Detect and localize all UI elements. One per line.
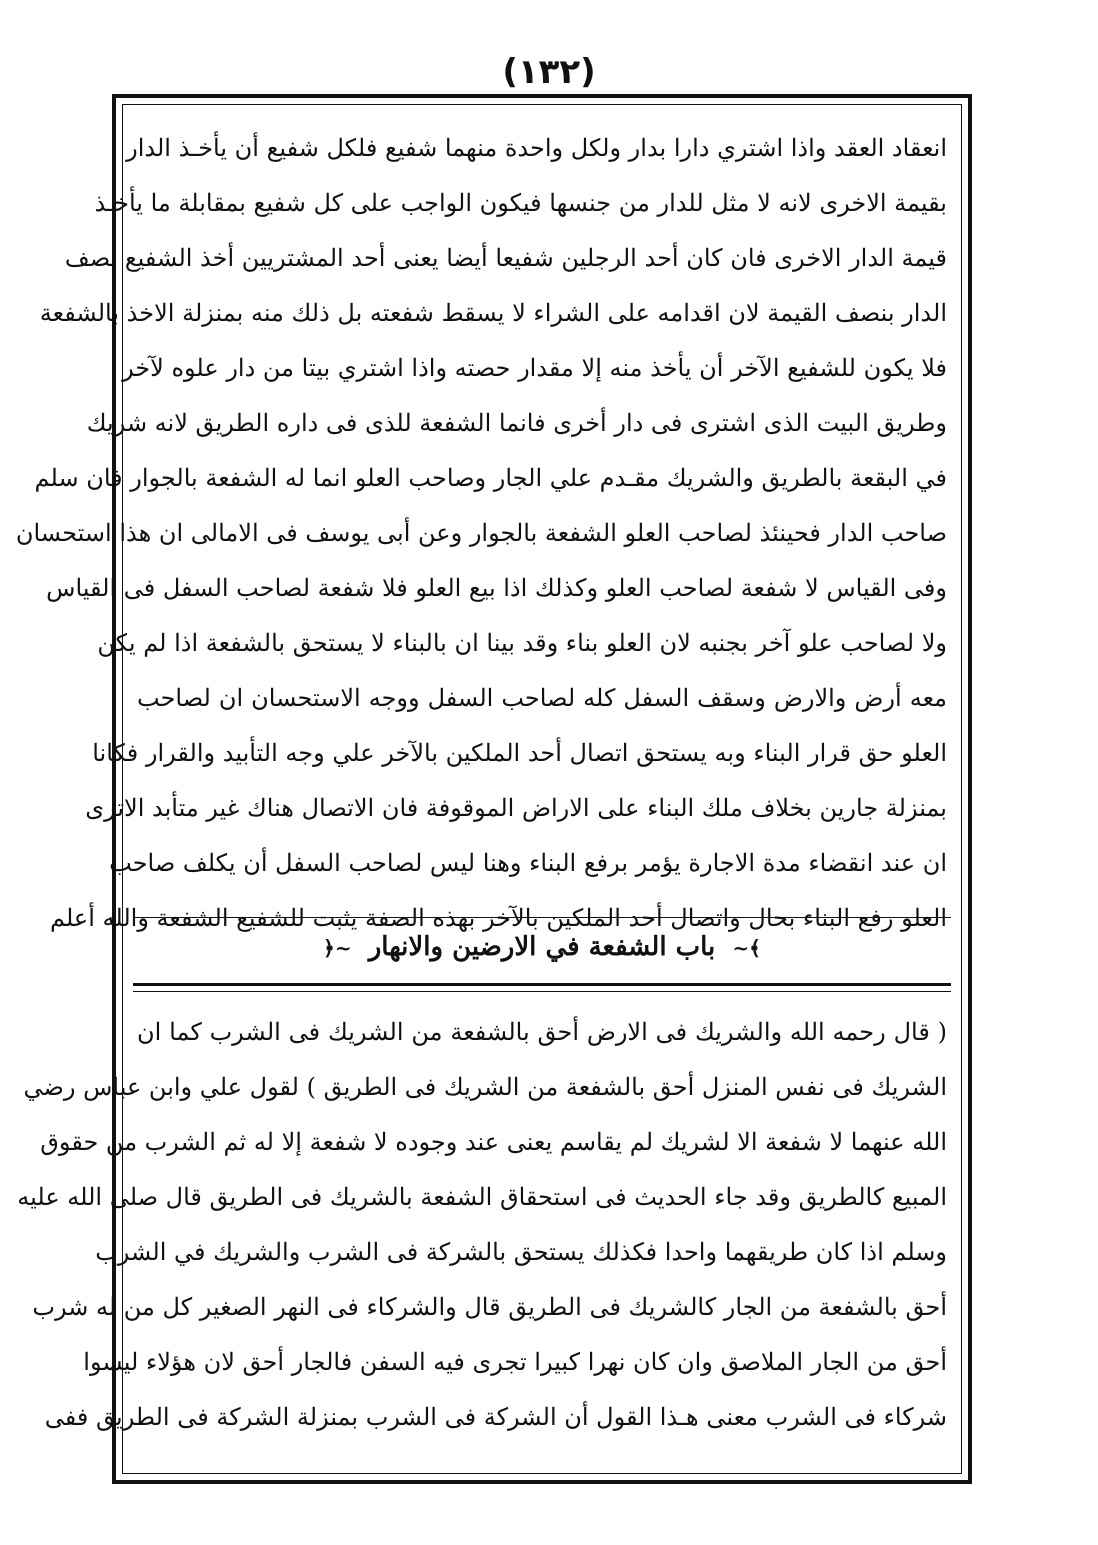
ornament-left: ~﴿ [323, 936, 352, 960]
text-line: ولا لصاحب علو آخر بجنبه لان العلو بناء وقد بينا ان بالبناء لا يستحق بالشفعة اذا لم يكن [97, 629, 947, 657]
text-line: ( قال رحمه الله والشريك فى الارض أحق بالشفعة من الشريك فى الشرب كما ان [137, 1018, 947, 1046]
text-line: أحق من الجار الملاصق وان كان نهرا كبيرا تجرى فيه السفن فالجار أحق لان هؤلاء ليسوا [83, 1348, 947, 1376]
text-line: العلو حق قرار البناء وبه يستحق اتصال أحد الملكين بالآخر علي وجه التأبيد والقرار فكانا [92, 739, 947, 767]
text-line: وطريق البيت الذى اشترى فى دار أخرى فانما الشفعة للذى فى داره الطريق لانه شريك [86, 409, 947, 437]
text-line: في البقعة بالطريق والشريك مقـدم علي الجار وصاحب العلو انما له الشفعة بالجوار فان سلم [34, 464, 947, 492]
text-line: ان عند انقضاء مدة الاجارة يؤمر برفع البناء وهنا ليس لصاحب السفل أن يكلف صاحب [109, 849, 947, 877]
text-line: المبيع كالطريق وقد جاء الحديث فى استحقاق الشفعة بالشريك فى الطريق قال صلى الله عليه [17, 1183, 947, 1211]
text-line: بمنزلة جارين بخلاف ملك البناء على الاراض الموقوفة فان الاتصال هناك غير متأبد الاترى [85, 794, 947, 822]
text-line: معه أرض والارض وسقف السفل كله لصاحب السفل ووجه الاستحسان ان لصاحب [137, 684, 948, 712]
chapter-title: باب الشفعة في الارضين والانهار [368, 932, 716, 962]
page-frame [15, 94, 972, 1484]
text-line: الدار بنصف القيمة لان اقدامه على الشراء لا يسقط شفعته بل ذلك منه بمنزلة الاخذ بالشفعة [39, 299, 947, 327]
inner-frame [15, 104, 962, 1474]
text-line: الشريك فى نفس المنزل أحق بالشفعة من الشريك فى الطريق ) لقول علي وابن عباس رضي [23, 1073, 947, 1101]
text-line: فلا يكون للشفيع الآخر أن يأخذ منه إلا مقدار حصته واذا اشتري بيتا من دار علوه لآخر [122, 354, 947, 382]
divider-rule-thick [133, 983, 951, 986]
top-paragraph [15, 121, 948, 946]
ornament-right: ﴾~ [732, 936, 761, 960]
text-line: الله عنهما لا شفعة الا لشريك لم يقاسم يعنى عند وجوده لا شفعة إلا له ثم الشرب من حقوق [40, 1128, 947, 1156]
text-line: العلو رفع البناء بحال واتصال أحد الملكين بالآخر بهذه الصفة يثبت للشفيع الشفعة والله أعلم [50, 904, 947, 932]
text-line: وسلم اذا كان طريقهما واحدا فكذلك يستحق بالشركة فى الشرب والشريك في الشرب [95, 1238, 947, 1266]
text-line: قيمة الدار الاخرى فان كان أحد الرجلين شفيعا أيضا يعنى أحد المشتريين أخذ الشفيع نصف [64, 244, 947, 272]
chapter-heading [123, 917, 961, 978]
text-line: أحق بالشفعة من الجار كالشريك فى الطريق قال والشركاء فى النهر الصغير كل من له شرب [32, 1293, 947, 1321]
text-line: بقيمة الاخرى لانه لا مثل للدار من جنسها فيكون الواجب على كل شفيع بمقابلة ما يأخـذ [94, 189, 947, 217]
bottom-paragraph [17, 1005, 947, 1445]
divider-rule [133, 991, 951, 992]
text-line: انعقاد العقد واذا اشتري دارا بدار ولكل واحدة منهما شفيع فلكل شفيع أن يأخـذ الدار [126, 134, 947, 162]
text-line: صاحب الدار فحينئذ لصاحب العلو الشفعة بالجوار وعن أبى يوسف فى الامالى ان هذا استحسان [15, 519, 947, 547]
text-line: وفى القياس لا شفعة لصاحب العلو وكذلك اذا بيع العلو فلا شفعة لصاحب السفل فى القياس [46, 574, 947, 602]
text-line: شركاء فى الشرب معنى هـذا القول أن الشركة فى الشرب بمنزلة الشركة فى الطريق ففى [44, 1403, 947, 1431]
page-number: (١٣٢) [502, 52, 596, 92]
